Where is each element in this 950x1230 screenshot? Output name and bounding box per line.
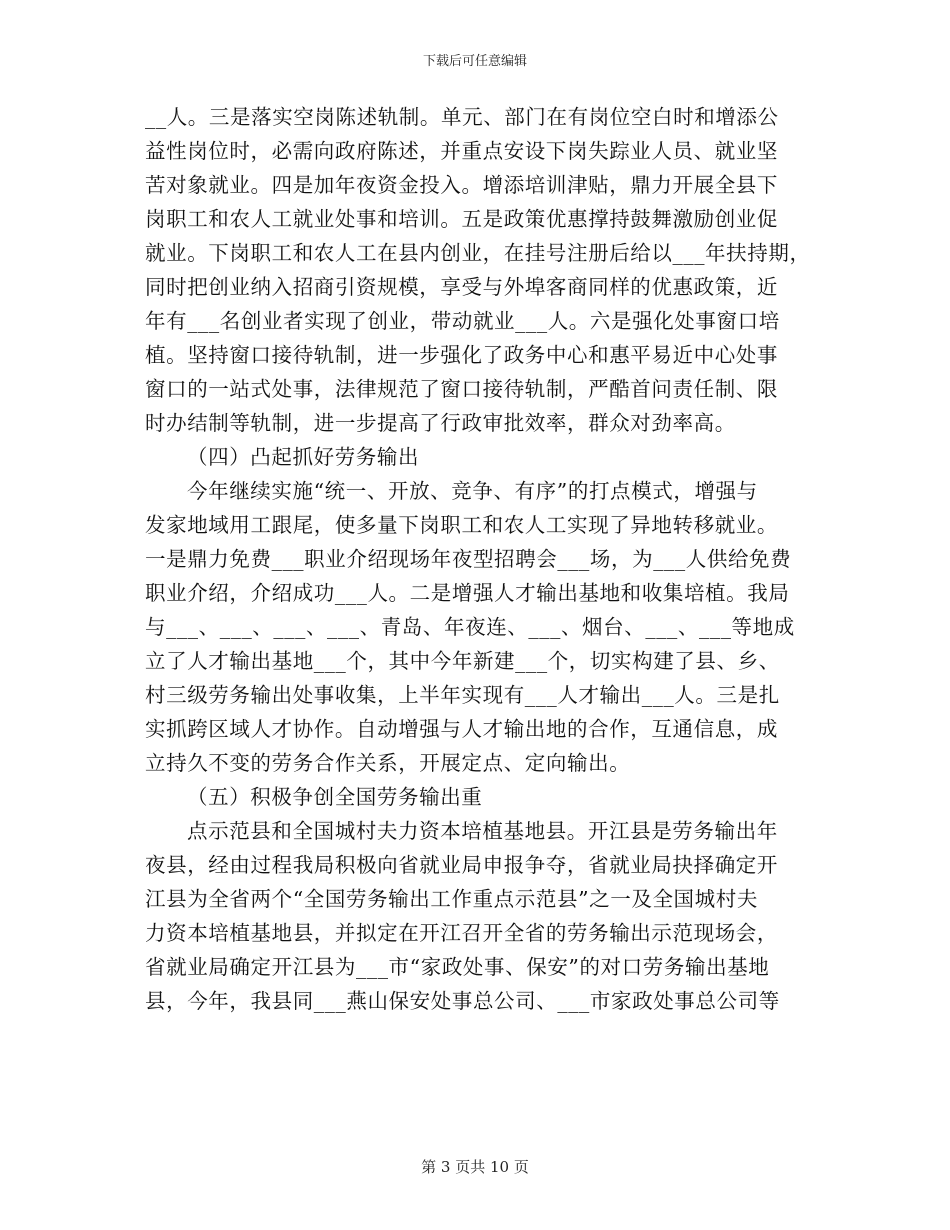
text-line: 与___、___、___、___、青岛、年夜连、___、烟台、___、___等地成: [145, 615, 795, 639]
page-footer: 第 3 页共 10 页: [421, 1158, 529, 1176]
text-line: 村三级劳务输出处事收集，上半年实现有___人才输出___人。三是扎: [145, 683, 780, 707]
text-line: 窗口的一站式处事，法律规范了窗口接待轨制，严酷首问责任制、限: [145, 377, 778, 401]
text-line: 实抓跨区域人才协作。自动增强与人才输出地的合作，互通信息，成: [145, 717, 778, 741]
text-line: 苦对象就业。四是加年夜资金投入。增添培训津贴，鼎力开展全县下: [145, 173, 778, 197]
section-heading: （五）积极争创全国劳务输出重: [187, 785, 483, 809]
text-line: 一是鼎力免费___职业介绍现场年夜型招聘会___场，为___人供给免费: [145, 547, 792, 571]
text-line: 点示范县和全国城村夫力资本培植基地县。开江县是劳务输出年: [187, 819, 778, 843]
text-line: 夜县，经由过程我局积极向省就业局申报争夺，省就业局抉择确定开: [145, 853, 778, 877]
text-line: 江县为全省两个“全国劳务输出工作重点示范县”之一及全国城村夫: [145, 887, 758, 911]
page-header: 下载后可任意编辑: [422, 54, 527, 69]
text-line: 立持久不变的劳务合作关系，开展定点、定向输出。: [145, 751, 631, 775]
text-line: 力资本培植基地县，并拟定在开江召开全省的劳务输出示范现场会，: [145, 921, 778, 945]
text-line: 年有___名创业者实现了创业，带动就业___人。六是强化处事窗口培: [145, 309, 780, 333]
text-line: 发家地域用工跟尾，使多量下岗职工和农人工实现了异地转移就业。: [145, 513, 778, 537]
text-line: 同时把创业纳入招商引资规模，享受与外埠客商同样的优惠政策，近: [145, 275, 778, 299]
text-line: 职业介绍，介绍成功___人。二是增强人才输出基地和收集培植。我局: [145, 581, 790, 605]
text-line: 省就业局确定开江县为___市“家政处事、保安”的对口劳务输出基地: [145, 955, 770, 979]
text-line: __人。三是落实空岗陈述轨制。单元、部门在有岗位空白时和增添公: [145, 105, 779, 129]
text-line: 植。坚持窗口接待轨制，进一步强化了政务中心和惠平易近中心处事: [145, 343, 778, 367]
section-heading: （四）凸起抓好劳务输出: [187, 445, 420, 469]
document-body: [145, 100, 825, 1018]
text-line: 岗职工和农人工就业处事和培训。五是政策优惠撑持鼓舞激励创业促: [145, 207, 778, 231]
text-line: 益性岗位时，必需向政府陈述，并重点安设下岗失踪业人员、就业坚: [145, 139, 778, 163]
text-line: 今年继续实施“统一、开放、竞争、有序”的打点模式，增强与: [187, 479, 758, 503]
text-line: 就业。下岗职工和农人工在县内创业，在挂号注册后给以___年扶持期，: [145, 241, 811, 265]
text-line: 县，今年，我县同___燕山保安处事总公司、___市家政处事总公司等: [145, 989, 780, 1013]
text-line: 立了人才输出基地___个，其中今年新建___个，切实构建了县、乡、: [145, 649, 780, 673]
text-line: 时办结制等轨制，进一步提高了行政审批效率，群众对劲率高。: [145, 411, 736, 435]
